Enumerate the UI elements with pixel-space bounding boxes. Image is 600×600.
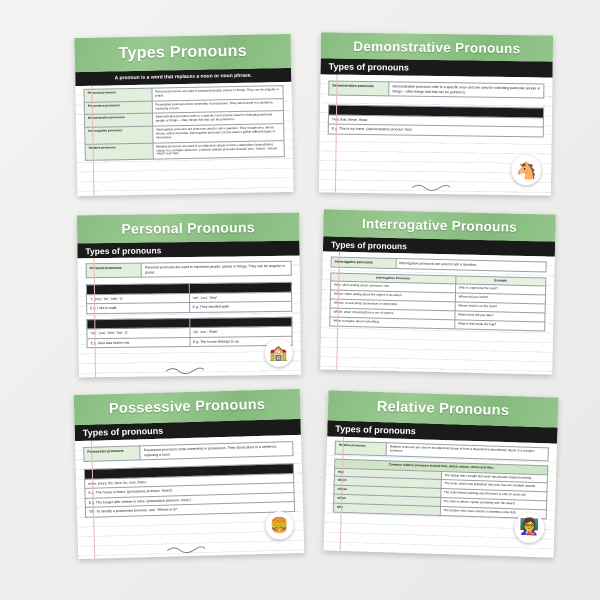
decorative-squiggle — [166, 545, 206, 554]
card-title: Interrogative Pronouns — [361, 216, 518, 235]
table-row: Personal pronouns Personal pronouns are used to represent people, places or things. They can be singular or plural. — [84, 86, 283, 103]
card-title: Demonstrative Pronouns — [353, 38, 521, 56]
card-subtitle: Types of pronouns — [82, 425, 164, 438]
horse-sticker — [511, 155, 541, 185]
possessive-list-table — [84, 463, 295, 518]
pronoun-types-table — [83, 85, 284, 161]
card-title: Personal Pronouns — [121, 219, 256, 237]
horse-icon: 🐴 — [515, 160, 537, 180]
card-body-paper — [320, 251, 555, 374]
table-row: Relative pronouns Relative pronouns are used in an adjectival clause to form a dependent (subordinate) clause in a complex sentence. — [335, 441, 548, 460]
card-demonstrative-pronouns[interactable] — [319, 32, 553, 195]
card-title: Possessive Pronouns — [108, 396, 266, 418]
card-subtitle: Types of pronouns — [328, 61, 410, 73]
school-sticker — [265, 339, 293, 367]
burger-icon: 🍔 — [269, 516, 290, 535]
table-row: Interrogative pronouns Interrogative pronouns are used to ask a question. — [331, 257, 546, 271]
table-row: mine, yours, his, hers, its, ours, theirs — [85, 473, 294, 488]
table-row: Whom: when asking about the object of an action. Whom did you invite? — [330, 290, 545, 304]
burger-sticker — [265, 511, 294, 540]
teacher-sticker — [514, 512, 545, 543]
subject-pronouns-table — [86, 282, 292, 314]
table-row: TIP: To identify a possessive pronoun, ask: "Whose is it?" — [85, 502, 294, 517]
table-row: E.g. This is my home. (demonstrative pronoun: this) — [328, 124, 543, 137]
card-lede: A pronoun is a word that replaces a noun or noun phrase. — [75, 68, 291, 86]
table-row: E.g. The burger with cheese is mine. (possessive pronoun: 'mine') — [85, 492, 294, 507]
card-title: Types Pronouns — [118, 42, 248, 63]
card-body-paper — [319, 74, 553, 195]
school-icon: 🏫 — [269, 344, 289, 362]
table-row: Demonstrative pronouns Demonstrative pronouns refer to a specific noun and are used for indicating particular people or things – often things that that can be pointed to. — [329, 81, 544, 98]
table-row: Whose: to ask about possession or ownership. Whose book is on the desk? — [330, 299, 545, 313]
table-row: 'me', 'you', 'him', 'her', 'it' 'us', 'you', 'them' — [87, 327, 292, 339]
card-body-paper — [75, 82, 293, 196]
card-types-pronouns[interactable] — [75, 34, 294, 196]
card-body-paper — [78, 256, 301, 378]
table-row: which The book, which was published last year, has won multiple awards. — [334, 477, 547, 493]
card-relative-pronouns[interactable] — [324, 390, 559, 557]
table-row: E.g. Jess was kind to me. E.g. The house belongs to us. — [87, 336, 292, 348]
definition-table — [331, 257, 547, 272]
table-row: whom The man to whom I spoke yesterday won the award. — [334, 494, 547, 510]
card-title-banner — [74, 389, 301, 425]
table-row: whose The artist whose painting was first prize is only 12 years old. — [334, 485, 547, 501]
demonstrative-list-table — [328, 105, 544, 138]
card-subtitle: Types of pronouns — [330, 239, 408, 251]
table-row: Relative pronouns Relative pronouns are used in an adjectival clause to form a dependent (subordinate) clause in a complex sentence. Common relative pronouns include 'who', 'whom', 'whose', 'which' and 'that'. — [85, 140, 284, 160]
decorative-squiggle — [165, 366, 205, 374]
interrogative-examples-table — [329, 272, 546, 331]
table-row: Demonstrative pronouns Demonstrative pronouns refer to a specific noun and are used for indicating particular people or things – often things that that can be pointed to. — [84, 111, 283, 128]
card-personal-pronouns[interactable] — [77, 213, 301, 378]
table-row: This, that, these, those — [328, 115, 543, 128]
card-possessive-pronouns[interactable] — [74, 389, 304, 559]
table-row: Possessive pronouns Possessive pronouns show ownership or possession. They stand alone in a sentence, replacing a noun. — [84, 98, 283, 115]
card-title-banner — [323, 209, 556, 241]
definition-table — [335, 441, 549, 461]
table-row: Which: when choosing from a set of options. Which book did you take? — [330, 308, 545, 322]
table-row: Personal pronouns Personal pronouns are used to represent people, places or things. They can be singular or plural. — [86, 261, 291, 278]
card-title-banner — [75, 34, 292, 72]
table-row: Who: when asking about a person's role. Who is organising the team? — [331, 281, 546, 295]
table-row: that The laptop that I bought last week has already stopped working. — [334, 468, 547, 484]
card-body-paper — [324, 436, 557, 557]
card-title-banner — [321, 32, 553, 61]
definition-table — [83, 441, 293, 462]
card-body-paper — [75, 435, 304, 559]
table-row: What: to inquire about something. What is that inside the bag? — [330, 317, 545, 331]
table-row: 'I', 'you', 'he', 'she', 'it' 'we', 'you', 'they' — [86, 292, 291, 304]
card-subtitle: Types of pronouns — [85, 244, 162, 256]
object-pronouns-table — [86, 316, 292, 348]
table-row: Possessive pronouns Possessive pronouns show ownership or possession. They stand alone in a sentence, replacing a noun. — [84, 442, 293, 462]
definition-table — [328, 80, 544, 98]
card-title: Relative Pronouns — [376, 398, 510, 420]
table-row: E.g. The house is theirs. (possessive pronoun: 'theirs') — [85, 483, 294, 498]
table-row: Interrogative Pronouns Example — [331, 273, 546, 287]
table-row: E.g. I like to walk. E.g. They decided walk. — [87, 301, 292, 313]
teacher-icon: 👩‍🏫 — [519, 518, 540, 537]
table-row: Demonstrative Pronouns — [328, 105, 543, 118]
table-row: The subject singular The subject plural — [86, 282, 291, 294]
table-row: who The teacher who loves science is starting a new club. — [333, 503, 546, 519]
definition-table — [86, 261, 292, 279]
table-row: The object singular The object plural — [87, 317, 292, 329]
relative-pronouns-table — [333, 458, 549, 519]
table-row: Interrogative pronouns Interrogative pronouns are pronouns used to ask a question. They include who, whom, whose, which and what. Interrogative pronouns can be used to gather different types of information. — [85, 124, 284, 144]
decorative-squiggle — [411, 183, 451, 192]
table-row: Common relative pronouns include that, which, whose, whom and who. — [335, 459, 548, 475]
card-subtitle: Types of pronouns — [335, 423, 416, 437]
card-title-banner — [77, 213, 299, 244]
table-row: Possessive Pronouns — [84, 464, 293, 479]
card-interrogative-pronouns[interactable] — [320, 209, 556, 374]
